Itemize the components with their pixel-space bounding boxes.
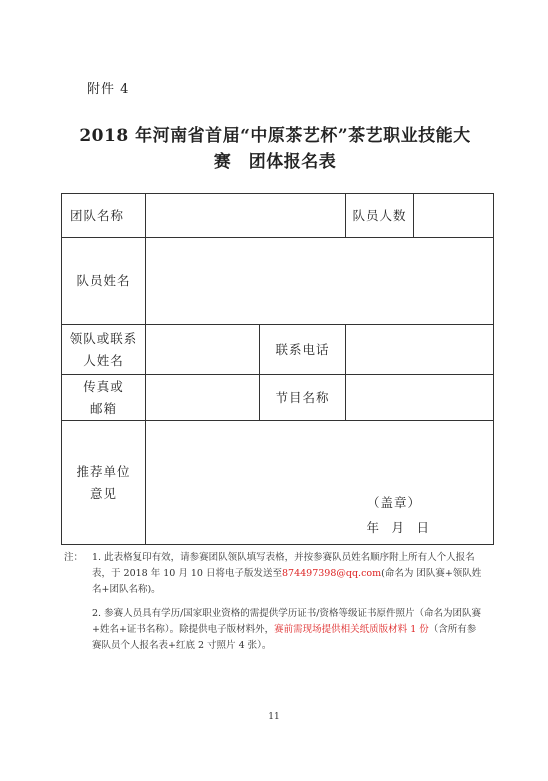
leader-label-line1: 领队或联系 — [69, 330, 138, 346]
page-title-line1: 2018 年河南省首届“中原茶艺杯”茶艺职业技能大 — [79, 126, 471, 146]
fax-label-line1: 传真或 — [83, 378, 124, 394]
page-title-line2: 赛 团体报名表 — [213, 152, 337, 172]
leader-label-line2: 人姓名 — [83, 352, 124, 368]
note-2-highlight: 赛前需现场提供相关纸质版材料 1 份 — [274, 624, 429, 635]
leader-name-field[interactable] — [146, 325, 260, 375]
note-1-text: 1. 此表格复印有效，请参赛团队领队填写表格，并按参赛队员姓名顺序附上所有人个人报名表，于 2018 年 10 月 10 日将电子版发送至 — [92, 552, 475, 579]
fax-label-line2: 邮箱 — [89, 400, 117, 416]
note-2-text: 2. 参赛人员具有学历/国家职业资格的需提供学历证书/资格等级证书原件照片（命名为团队赛+姓名+证书名称）。除提供电子版材料外， — [92, 608, 481, 635]
notes-prefix: 注： — [64, 552, 84, 563]
contact-phone-field[interactable] — [346, 325, 494, 375]
member-names-label: 队员姓名 — [62, 238, 146, 325]
team-name-label: 团队名称 — [62, 194, 146, 238]
contact-phone-label: 联系电话 — [260, 325, 346, 375]
recommend-opinion-field[interactable] — [146, 421, 494, 545]
note-1-suffix: (命名为 团队赛+领队姓名+团队名称)。 — [92, 568, 482, 595]
program-name-label: 节目名称 — [260, 375, 346, 421]
seal-text: （盖章） — [366, 495, 421, 510]
registration-form-table — [61, 193, 494, 545]
leader-name-label — [62, 325, 146, 375]
fax-email-field[interactable] — [146, 375, 260, 421]
fax-email-label — [62, 375, 146, 421]
member-count-label: 队员人数 — [346, 194, 414, 238]
recommend-label-line1: 推荐单位 — [76, 463, 131, 479]
program-name-field[interactable] — [346, 375, 494, 421]
notes-section — [64, 550, 484, 654]
note-2 — [64, 606, 484, 654]
recommend-label-line2: 意见 — [89, 485, 117, 501]
attachment-label: 附件 4 — [87, 82, 130, 97]
page-number: 11 — [268, 712, 280, 722]
note-2-suffix: （含所有参赛队员个人报名表+红底 2 寸照片 4 张）。 — [92, 624, 477, 651]
member-count-field[interactable] — [414, 194, 494, 238]
recommend-opinion-label — [62, 421, 146, 545]
member-names-field[interactable] — [146, 238, 494, 325]
team-name-field[interactable] — [146, 194, 346, 238]
date-text: 年 月 日 — [366, 520, 429, 535]
note-1 — [92, 550, 484, 598]
contact-email-link[interactable]: 874497398@qq.com — [281, 568, 382, 579]
